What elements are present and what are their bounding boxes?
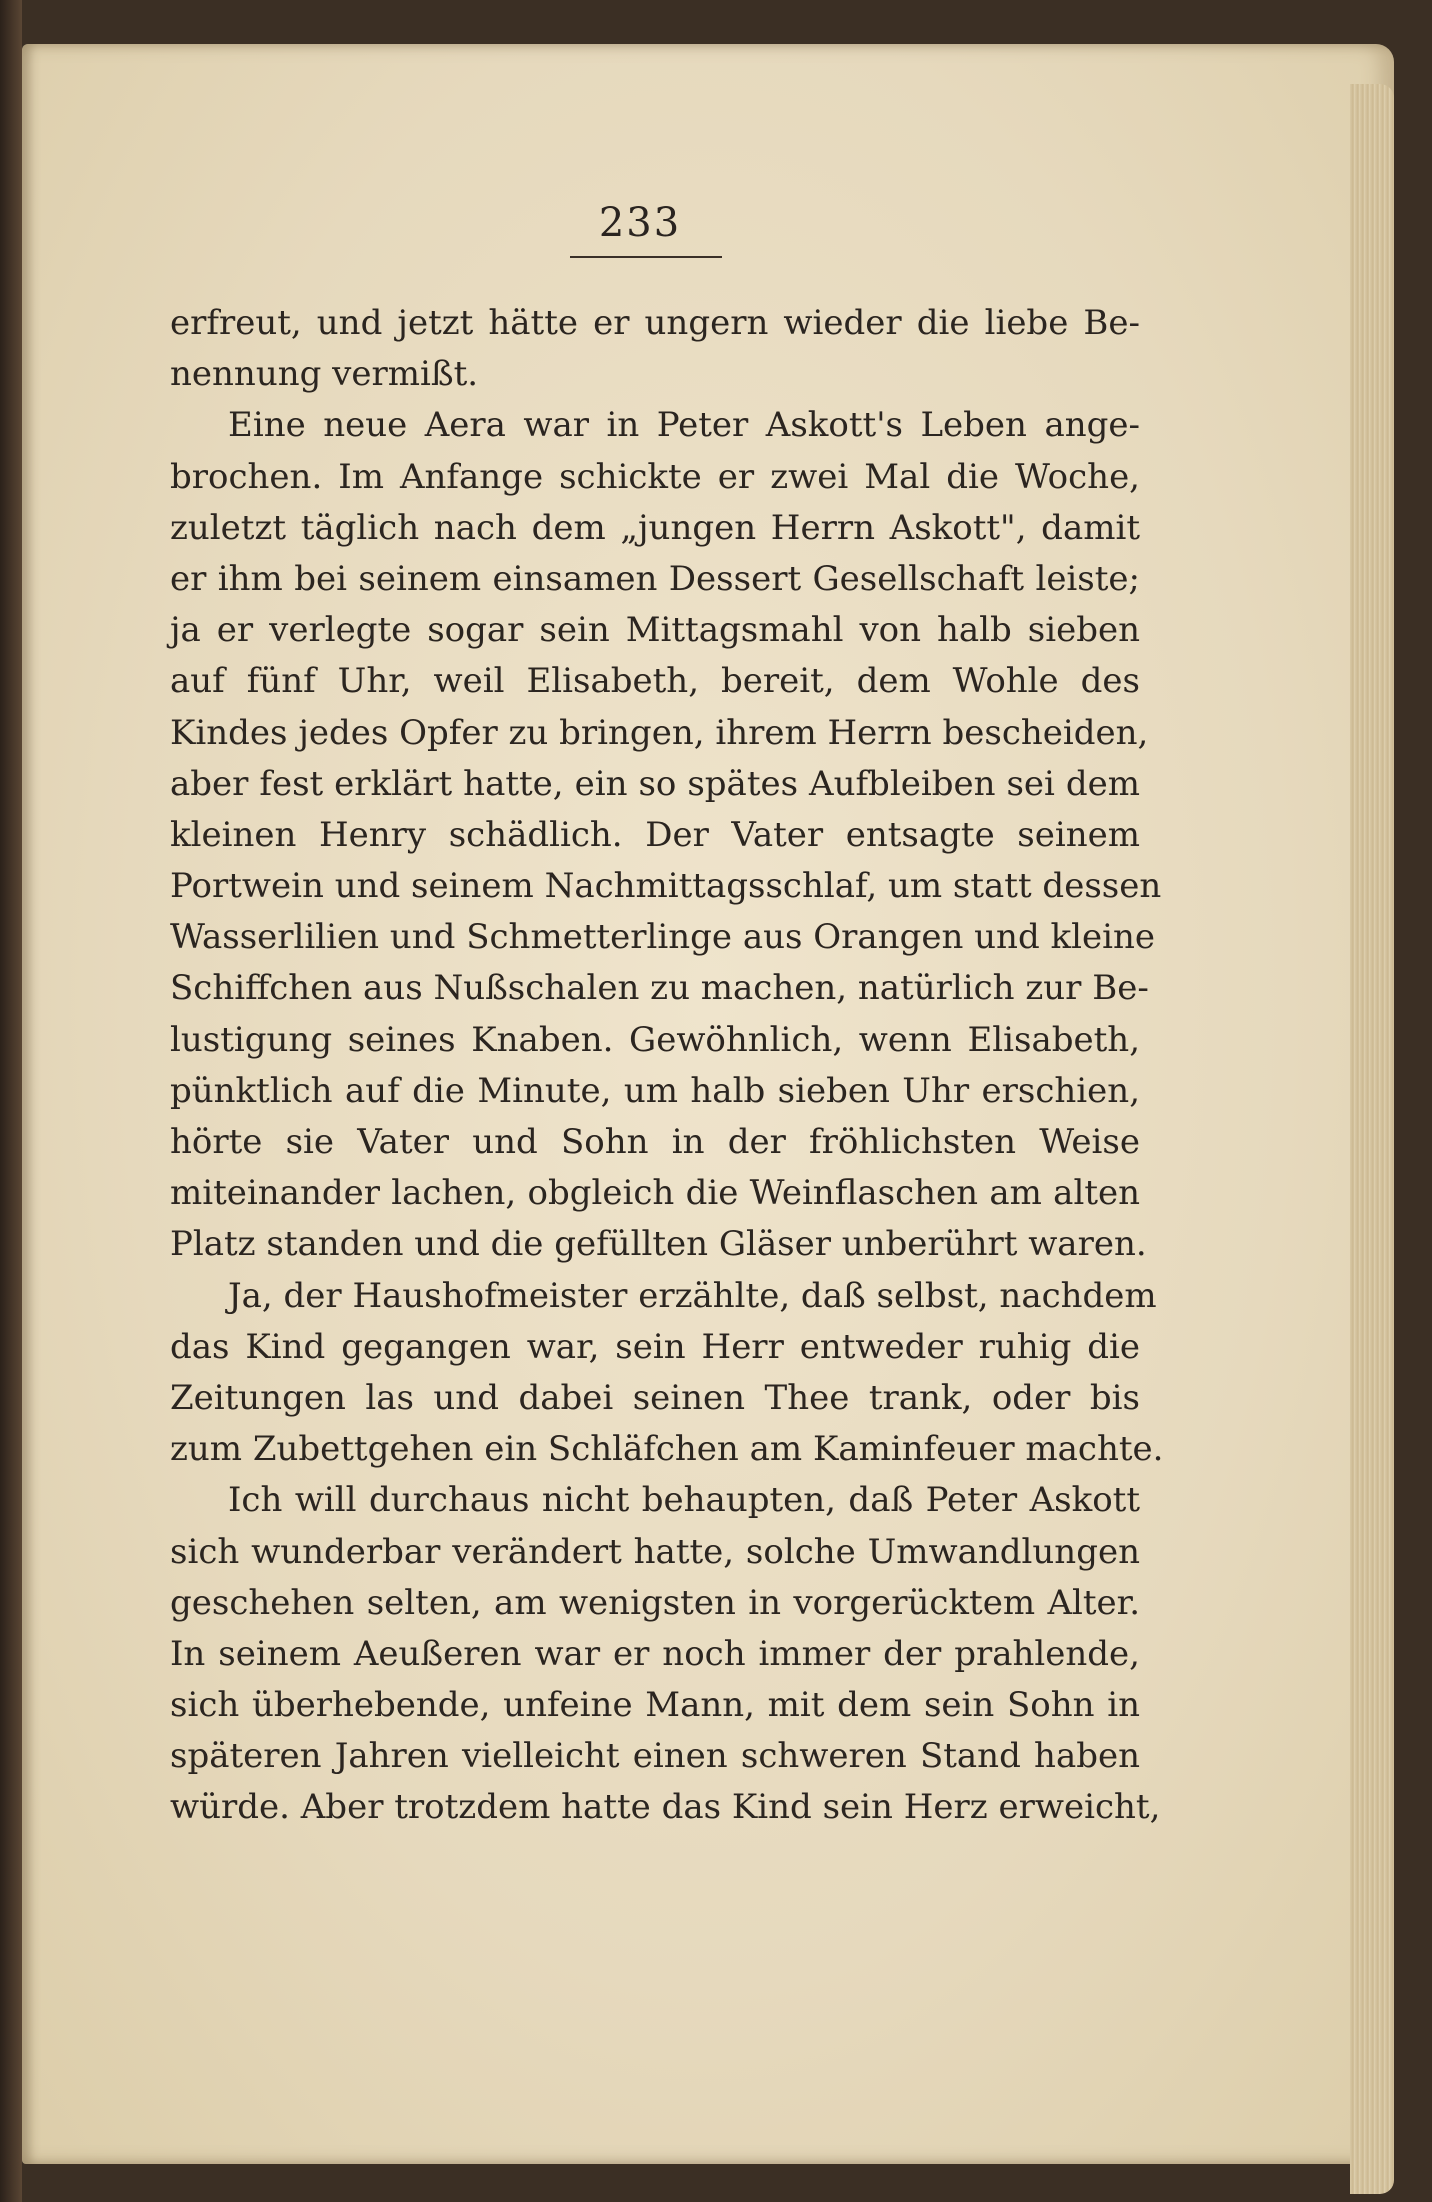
text-line: Eine neue Aera war in Peter Askott's Leben ange- — [228, 405, 1140, 446]
text-line: Ich will durchaus nicht behaupten, daß Peter Askott — [228, 1480, 1140, 1521]
text-line: lustigung seines Knaben. Gewöhnlich, wenn Elisabeth, — [170, 1019, 1140, 1060]
text-line: geschehen selten, am wenigsten in vorgerücktem Alter. — [170, 1582, 1140, 1623]
text-line: Portwein und seinem Nachmittagsschlaf, um statt dessen — [170, 866, 1162, 907]
text-line: In seinem Aeußeren war er noch immer der prahlende, — [170, 1633, 1140, 1674]
text-line: Ja, der Haushofmeister erzählte, daß selbst, nachdem — [228, 1275, 1157, 1316]
body-text — [170, 298, 1164, 1834]
text-line: zum Zubettgehen ein Schläfchen am Kaminfeuer machte. — [170, 1429, 1164, 1470]
text-line: hörte sie Vater und Sohn in der fröhlichsten Weise — [170, 1122, 1140, 1162]
text-line: Zeitungen las und dabei seinen Thee trank, oder bis — [170, 1377, 1140, 1418]
text-line: ja er verlegte sogar sein Mittagsmahl von halb sieben — [170, 610, 1140, 651]
text-line: auf fünf Uhr, weil Elisabeth, bereit, dem Wohle des — [170, 661, 1140, 702]
text-line: sich überhebende, unfeine Mann, mit dem sein Sohn in — [170, 1685, 1140, 1726]
text-line: Wasserlilien und Schmetterlinge aus Orangen und kleine — [170, 917, 1156, 958]
text-line: miteinander lachen, obgleich die Weinflaschen am alten — [170, 1173, 1140, 1214]
text-line: sich wunderbar verändert hatte, solche Umwandlungen — [170, 1531, 1140, 1572]
text-line: brochen. Im Anfange schickte er zwei Mal die Woche, — [170, 456, 1140, 497]
text-line: erfreut, und jetzt hätte er ungern wieder die liebe Be- — [170, 303, 1140, 343]
text-line: späteren Jahren vielleicht einen schweren Stand haben — [170, 1736, 1140, 1777]
text-line: pünktlich auf die Minute, um halb sieben Uhr erschien, — [170, 1070, 1140, 1111]
text-line: Platz standen und die gefüllten Gläser unberührt waren. — [170, 1224, 1147, 1265]
text-line: er ihm bei seinem einsamen Dessert Gesellschaft leiste; — [170, 558, 1140, 599]
text-line: würde. Aber trotzdem hatte das Kind sein Herz erweicht, — [170, 1787, 1161, 1828]
text-line: kleinen Henry schädlich. Der Vater entsagte seinem — [170, 814, 1140, 855]
page-number: 233 — [598, 200, 682, 246]
text-line: Schiffchen aus Nußschalen zu machen, natürlich zur Be- — [170, 968, 1149, 1009]
text-line: zuletzt täglich nach dem „jungen Herrn Askott", damit — [170, 507, 1140, 548]
text-line: nennung vermißt. — [170, 354, 479, 395]
header-rule — [570, 256, 722, 258]
text-line: aber fest erklärt hatte, ein so spätes Aufbleiben sei dem — [170, 763, 1140, 804]
text-line: das Kind gegangen war, sein Herr entweder ruhig die — [170, 1326, 1140, 1367]
book-spine — [0, 0, 22, 2202]
page-edges — [1350, 84, 1394, 2194]
text-line: Kindes jedes Opfer zu bringen, ihrem Herrn bescheiden, — [170, 712, 1149, 753]
